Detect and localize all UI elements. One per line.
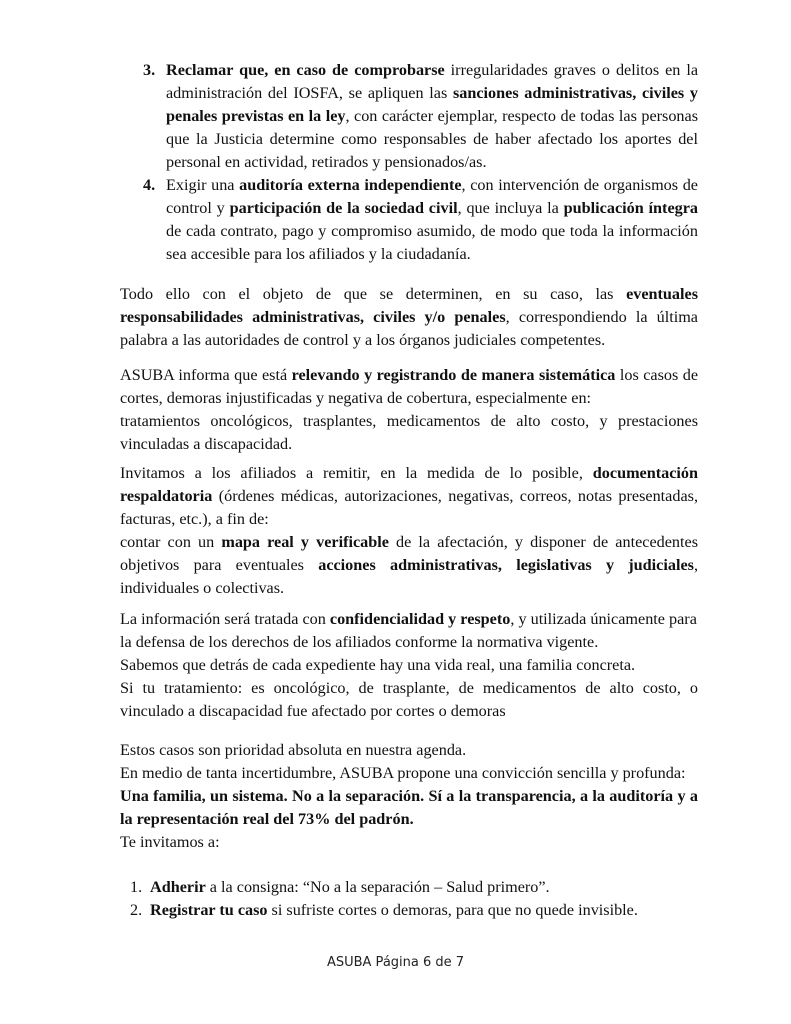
text-run: , correspondiendo la última palabra a las autoridades de control y a los órganos judiciales competentes.: [120, 308, 698, 349]
bold-text-run: auditoría externa independiente: [239, 176, 462, 194]
invite-heading: Te invitamos a:: [120, 833, 220, 851]
list-item-1: [130, 876, 710, 899]
text-run: , con carácter ejemplar, respecto de todas las personas que la Justicia determine como responsables de haber afectado los aportes del personal en actividad, retirados y pensionados/as.: [166, 107, 698, 171]
text-run: (órdenes médicas, autorizaciones, negativas, correos, notas presentadas, facturas, etc.), a fin de:: [120, 487, 698, 528]
list-item-text: [166, 61, 698, 171]
motto: Una familia, un sistema. No a la separación. Sí a la transparencia, a la auditoría y a la representación real del 73% del padrón.: [120, 787, 698, 828]
text-run: , individuales o colectivas.: [120, 556, 698, 597]
paragraph-responsabilidades: [120, 283, 698, 352]
list-item-3: [143, 59, 699, 174]
bold-text-run: Adherir: [150, 878, 206, 896]
paragraph-line: Estos casos son prioridad absoluta en nuestra agenda.: [120, 741, 467, 759]
paragraph-text: [120, 610, 697, 651]
list-item-text: [150, 901, 638, 919]
page-footer: ASUBA Página 6 de 7: [326, 955, 465, 970]
text-run: , que incluya la: [457, 199, 564, 217]
bold-text-run: sanciones administrativas, civiles y penales previstas en la ley: [166, 84, 698, 125]
paragraph-confidencialidad: [120, 608, 698, 723]
bold-text-run: confidencialidad y respeto: [329, 610, 511, 628]
paragraph-relevamiento: [120, 364, 698, 456]
paragraph-line: tratamientos oncológicos, trasplantes, medicamentos de alto costo, y prestaciones vinculadas a discapacidad.: [120, 412, 698, 453]
text-run: de la afectación, y disponer de antecedentes objetivos para eventuales: [120, 533, 698, 574]
text-run: Invitamos a los afiliados a remitir, en la medida de lo posible,: [120, 464, 593, 482]
bold-text-run: Reclamar que, en caso de comprobarse: [166, 61, 445, 79]
text-run: ASUBA informa que está: [120, 366, 292, 384]
bold-text-run: relevando y registrando de manera sistemática: [291, 366, 616, 384]
paragraph-line: [120, 462, 698, 531]
text-run: Exigir una: [166, 176, 240, 194]
paragraph-line: Sabemos que detrás de cada expediente hay una vida real, una familia concreta.: [120, 656, 636, 674]
list-number: 3.: [143, 61, 156, 79]
list-item-text: [150, 878, 550, 896]
text-run: , con intervención de organismos de control y: [166, 176, 698, 217]
bold-text-run: publicación íntegra: [563, 199, 698, 217]
paragraph-line: En medio de tanta incertidumbre, ASUBA propone una convicción sencilla y profunda:: [120, 764, 686, 782]
bold-text-run: eventuales responsabilidades administrativas, civiles y/o penales: [120, 285, 698, 326]
bold-text-run: acciones administrativas, legislativas y judiciales: [318, 556, 694, 574]
text-run: si sufriste cortes o demoras, para que no quede invisible.: [267, 901, 638, 919]
paragraph-prioridad: [120, 739, 698, 854]
paragraph-line: [120, 608, 698, 654]
paragraph-line: [120, 531, 698, 600]
text-run: irregularidades graves o delitos en la administración del IOSFA, se apliquen las: [166, 61, 699, 102]
bold-text-run: participación de la sociedad civil: [229, 199, 458, 217]
bold-text-run: mapa real y verificable: [221, 533, 389, 551]
paragraph-text: [120, 366, 698, 407]
text-run: de cada contrato, pago y compromiso asumido, de modo que toda la información sea accesible para los afiliados y la ciudadanía.: [166, 222, 698, 263]
list-item-4: [143, 174, 698, 266]
list-item-2: [130, 899, 710, 922]
paragraph-text: [120, 285, 698, 349]
bold-text-run: documentación respaldatoria: [120, 464, 698, 505]
paragraph-line: [120, 364, 698, 410]
text-run: , y utilizada únicamente para la defensa de los derechos de los afiliados conforme la normativa vigente.: [120, 610, 697, 651]
text-run: La información será tratada con: [120, 610, 330, 628]
text-run: los casos de cortes, demoras injustificadas y negativa de cobertura, especialmente en:: [120, 366, 699, 407]
bold-text-run: Registrar tu caso: [150, 901, 268, 919]
paragraph-line: Si tu tratamiento: es oncológico, de trasplante, de medicamentos de alto costo, o vinculado a discapacidad fue afectado por cortes o demoras: [120, 679, 698, 720]
list-item-text: [166, 176, 698, 263]
paragraph-text: [120, 464, 698, 528]
list-number: 4.: [143, 176, 156, 194]
paragraph-text: [120, 533, 698, 597]
list-number: 1.: [130, 878, 143, 896]
list-number: 2.: [130, 901, 143, 919]
paragraph-documentacion: [120, 462, 698, 600]
text-run: Todo ello con el objeto de que se determinen, en su caso, las: [120, 285, 627, 303]
text-run: a la consigna: “No a la separación – Salud primero”.: [205, 878, 550, 896]
text-run: contar con un: [120, 533, 222, 551]
